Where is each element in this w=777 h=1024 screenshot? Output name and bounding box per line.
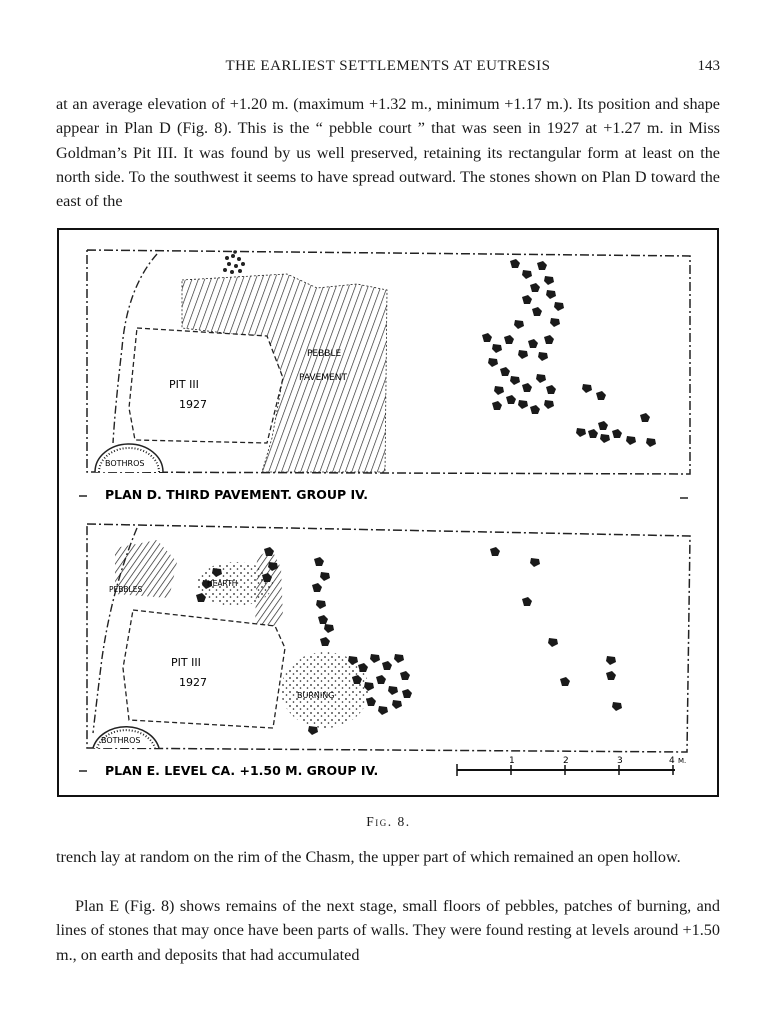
figure-8 bbox=[57, 228, 720, 798]
scale-bar bbox=[457, 756, 686, 776]
excavation-plans-drawing bbox=[57, 228, 720, 798]
plan-e-title: PLAN E. LEVEL CA. +1.50 M. GROUP IV. bbox=[105, 763, 379, 778]
plan-d-pavement-label-2: PAVEMENT bbox=[299, 373, 347, 383]
plan-e-burning-label: BURNING bbox=[297, 691, 335, 700]
page-number: 143 bbox=[697, 58, 720, 74]
paragraph-bottom-2: Plan E (Fig. 8) shows remains of the next stage, small floors of pebbles, patches of burning, and lines of stones that may once have been parts of walls. They were found resting at levels around +1.50 m., on earth and deposits that had accumulated bbox=[56, 897, 720, 964]
plan-e-hearth-label: HEARTH bbox=[207, 579, 238, 588]
plan-e-pit-label: PIT III bbox=[171, 656, 201, 669]
plan-e bbox=[79, 524, 690, 778]
plan-e-pit bbox=[123, 610, 285, 728]
figure-caption: Fig. 8. bbox=[366, 814, 411, 829]
scale-tick-1: 1 bbox=[509, 756, 515, 766]
paragraph-bottom-1: trench lay at random on the rim of the Chasm, the upper part of which remained an open hollow. bbox=[56, 848, 681, 866]
scale-tick-3: 3 bbox=[617, 756, 623, 766]
scale-tick-4: 4 bbox=[669, 756, 675, 766]
plan-d-bothros-label: BOTHROS bbox=[105, 459, 145, 468]
plan-e-bothros-label: BOTHROS bbox=[101, 736, 141, 745]
plan-d-pebble-cluster bbox=[223, 250, 245, 274]
plan-e-pit-year: 1927 bbox=[179, 676, 207, 689]
scale-tick-2: 2 bbox=[563, 756, 569, 766]
plan-e-pebbles-label: PEBBLES bbox=[109, 585, 143, 594]
plan-d-pit-year: 1927 bbox=[179, 398, 207, 411]
plan-e-wall-hatch bbox=[255, 548, 283, 636]
plan-d-stones bbox=[482, 259, 656, 447]
plan-d bbox=[79, 250, 690, 502]
running-header bbox=[56, 58, 720, 80]
plan-e-burning bbox=[281, 652, 369, 728]
paragraph-top: at an average elevation of +1.20 m. (maximum +1.32 m., minimum +1.17 m.). Its position and shape appear in Plan D (Fig. 8). This is the “ pebble court ” that was seen in 1927 at +1.27 m. in Miss Goldman’s Pit III. It was found by us well preserved, retaining its rectangular form at least on the north side. To the southwest it seems to have spread outward. The stones shown on Plan D toward the east of the bbox=[56, 95, 720, 211]
plan-d-title: PLAN D. THIRD PAVEMENT. GROUP IV. bbox=[105, 487, 368, 502]
scale-unit: M. bbox=[678, 757, 687, 765]
plan-d-pit bbox=[129, 328, 283, 443]
plan-d-pit-label: PIT III bbox=[169, 378, 199, 391]
plan-d-pavement-label-1: PEBBLE bbox=[307, 349, 342, 359]
running-title: THE EARLIEST SETTLEMENTS AT EUTRESIS bbox=[225, 58, 551, 74]
